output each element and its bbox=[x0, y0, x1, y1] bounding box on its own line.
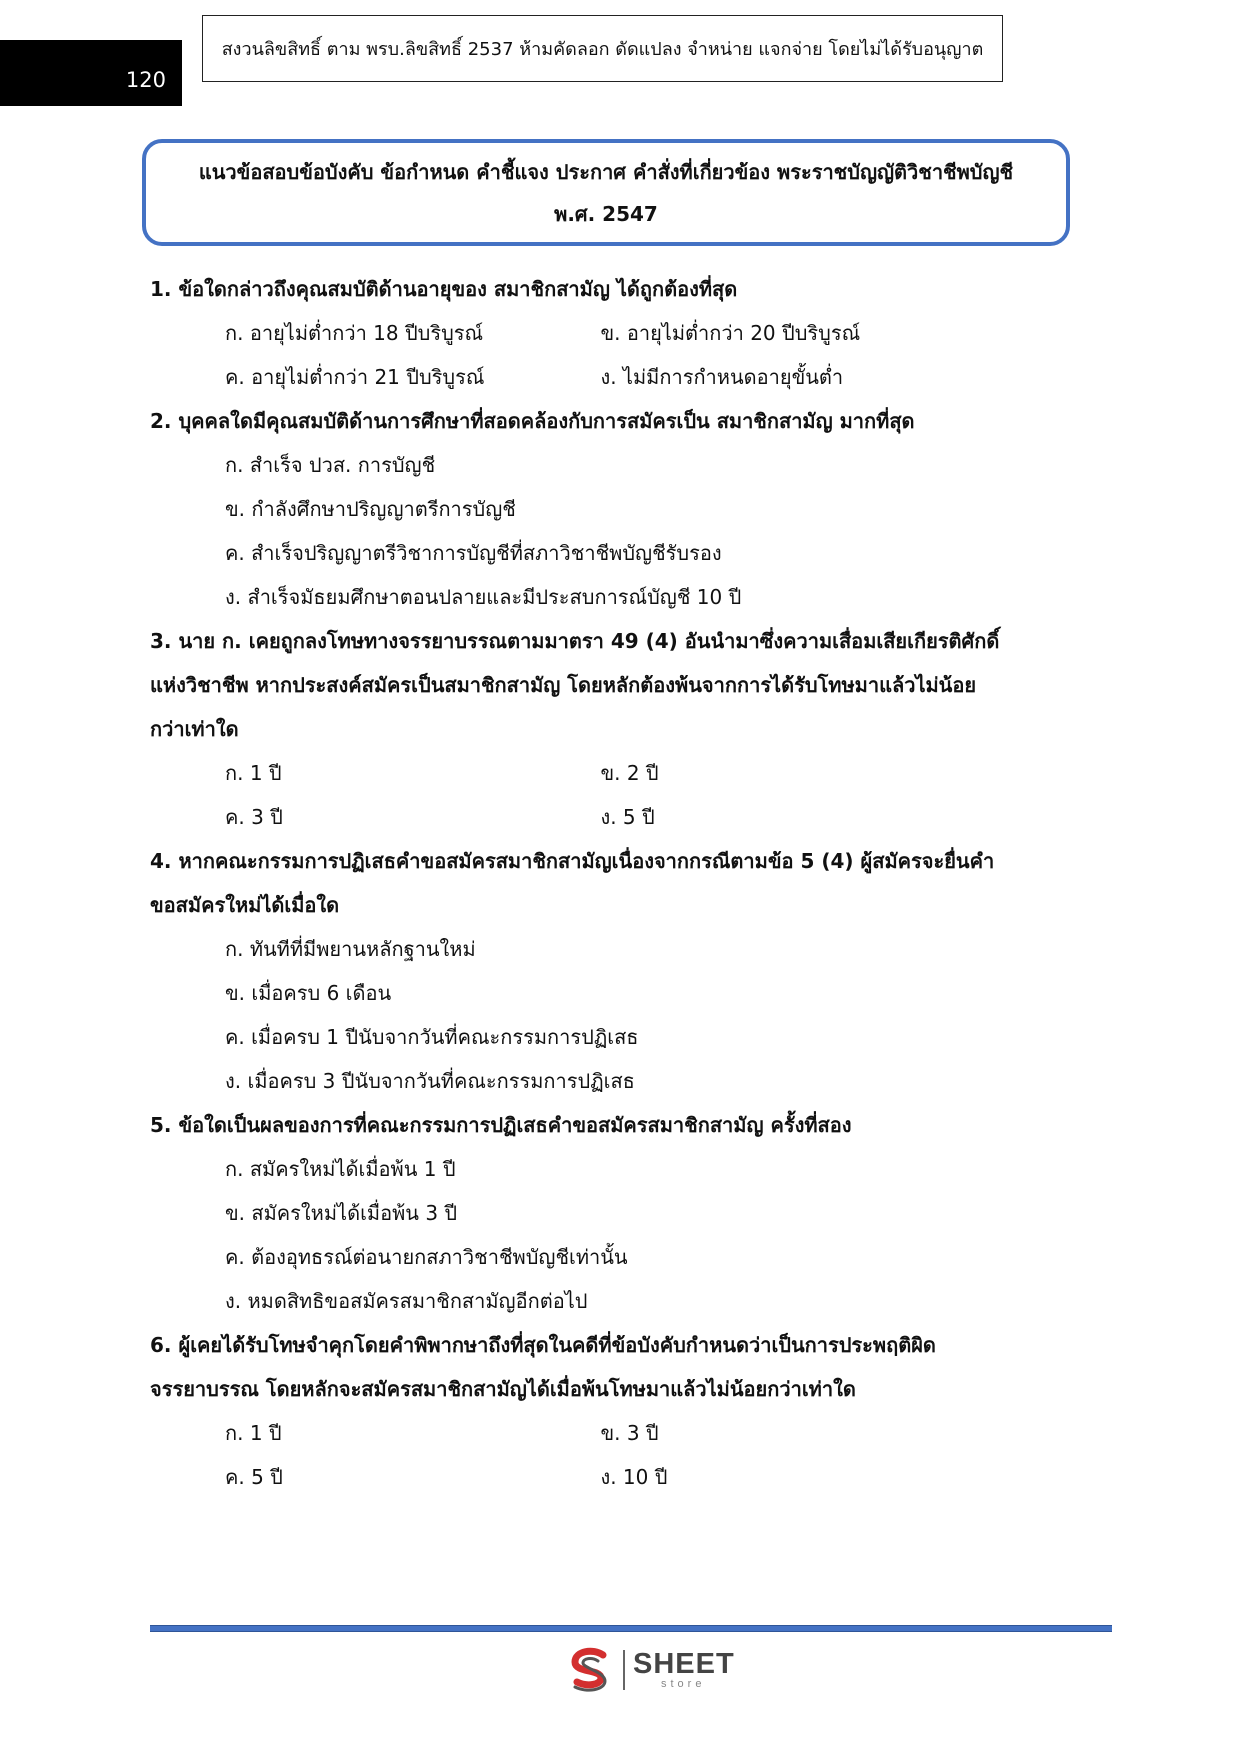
option-a: ก. 1 ปี bbox=[225, 761, 282, 785]
copyright-notice-box bbox=[202, 15, 1003, 82]
question-text: 2. บุคคลใดมีคุณสมบัติด้านการศึกษาที่สอดคล้องกับการสมัครเป็น สมาชิกสามัญ มากที่สุด bbox=[150, 409, 915, 433]
option-row bbox=[150, 795, 1050, 839]
option-b: ข. สมัครใหม่ได้เมื่อพ้น 3 ปี bbox=[225, 1201, 458, 1225]
option-d: ง. สำเร็จมัธยมศึกษาตอนปลายและมีประสบการณ์บัญชี 10 ปี bbox=[225, 585, 742, 609]
question-2 bbox=[150, 399, 1050, 619]
sheet-store-logo-icon bbox=[565, 1645, 615, 1695]
sheet-store-logo bbox=[565, 1645, 745, 1695]
option-row bbox=[150, 1411, 1050, 1455]
option-d: ง. เมื่อครบ 3 ปีนับจากวันที่คณะกรรมการปฏิเสธ bbox=[225, 1069, 635, 1093]
page-number-tab bbox=[0, 40, 182, 106]
option-d: ง. 10 ปี bbox=[600, 1465, 668, 1489]
question-text: 3. นาย ก. เคยถูกลงโทษทางจรรยาบรรณตามมาตรา 49 (4) อันนำมาซึ่งความเสื่อมเสียเกียรติศักดิ์ bbox=[150, 629, 1000, 653]
option-row bbox=[150, 751, 1050, 795]
option-d: ง. ไม่มีการกำหนดอายุขั้นต่ำ bbox=[600, 365, 844, 389]
page-number: 120 bbox=[125, 68, 166, 92]
option-row bbox=[150, 311, 1050, 355]
option-a: ก. 1 ปี bbox=[225, 1421, 282, 1445]
option-a: ก. สมัครใหม่ได้เมื่อพ้น 1 ปี bbox=[225, 1157, 456, 1181]
option-c: ค. อายุไม่ต่ำกว่า 21 ปีบริบูรณ์ bbox=[225, 365, 485, 389]
question-list bbox=[150, 267, 1050, 1499]
question-text: กว่าเท่าใด bbox=[150, 717, 239, 741]
section-title-line-1: แนวข้อสอบข้อบังคับ ข้อกำหนด คำชี้แจง ประกาศ คำสั่งที่เกี่ยวข้อง พระราชบัญญัติวิชาชีพบัญชี bbox=[198, 159, 1014, 184]
option-c: ค. 3 ปี bbox=[225, 805, 283, 829]
question-text: 5. ข้อใดเป็นผลของการที่คณะกรรมการปฏิเสธคำขอสมัครสมาชิกสามัญ ครั้งที่สอง bbox=[150, 1113, 852, 1137]
option-c: ค. 5 ปี bbox=[225, 1465, 283, 1489]
question-text: 6. ผู้เคยได้รับโทษจำคุกโดยคำพิพากษาถึงที่สุดในคดีที่ข้อบังคับกำหนดว่าเป็นการประพฤติผิด bbox=[150, 1333, 936, 1357]
question-6 bbox=[150, 1323, 1050, 1499]
option-b: ข. 3 ปี bbox=[600, 1421, 659, 1445]
question-text: ขอสมัครใหม่ได้เมื่อใด bbox=[150, 893, 340, 917]
logo-subtext: store bbox=[661, 1678, 706, 1690]
option-b: ข. กำลังศึกษาปริญญาตรีการบัญชี bbox=[225, 497, 516, 521]
question-5 bbox=[150, 1103, 1050, 1323]
option-a: ก. อายุไม่ต่ำกว่า 18 ปีบริบูรณ์ bbox=[225, 321, 484, 345]
option-c: ค. ต้องอุทธรณ์ต่อนายกสภาวิชาชีพบัญชีเท่านั้น bbox=[225, 1245, 628, 1269]
question-1 bbox=[150, 267, 1050, 399]
question-text: จรรยาบรรณ โดยหลักจะสมัครสมาชิกสามัญได้เมื่อพ้นโทษมาแล้วไม่น้อยกว่าเท่าใด bbox=[150, 1377, 856, 1401]
option-d: ง. 5 ปี bbox=[600, 805, 655, 829]
question-text: 4. หากคณะกรรมการปฏิเสธคำขอสมัครสมาชิกสามัญเนื่องจากกรณีตามข้อ 5 (4) ผู้สมัครจะยื่นคำ bbox=[150, 849, 995, 873]
question-text: แห่งวิชาชีพ หากประสงค์สมัครเป็นสมาชิกสามัญ โดยหลักต้องพ้นจากการได้รับโทษมาแล้วไม่น้อย bbox=[150, 673, 977, 697]
logo-text bbox=[633, 1650, 735, 1690]
logo-wordmark: SHEET bbox=[633, 1648, 735, 1680]
footer-divider bbox=[150, 1625, 1112, 1632]
option-b: ข. อายุไม่ต่ำกว่า 20 ปีบริบูรณ์ bbox=[600, 321, 861, 345]
option-row bbox=[150, 355, 1050, 399]
option-d: ง. หมดสิทธิขอสมัครสมาชิกสามัญอีกต่อไป bbox=[225, 1289, 588, 1313]
question-text: 1. ข้อใดกล่าวถึงคุณสมบัติด้านอายุของ สมาชิกสามัญ ได้ถูกต้องที่สุด bbox=[150, 277, 738, 301]
option-c: ค. สำเร็จปริญญาตรีวิชาการบัญชีที่สภาวิชาชีพบัญชีรับรอง bbox=[225, 541, 722, 565]
option-b: ข. 2 ปี bbox=[600, 761, 659, 785]
option-a: ก. สำเร็จ ปวส. การบัญชี bbox=[225, 453, 436, 477]
question-3 bbox=[150, 619, 1050, 839]
question-4 bbox=[150, 839, 1050, 1103]
option-row bbox=[150, 1455, 1050, 1499]
option-c: ค. เมื่อครบ 1 ปีนับจากวันที่คณะกรรมการปฏิเสธ bbox=[225, 1025, 639, 1049]
option-b: ข. เมื่อครบ 6 เดือน bbox=[225, 981, 392, 1005]
option-a: ก. ทันทีที่มีพยานหลักฐานใหม่ bbox=[225, 937, 476, 961]
section-title-box bbox=[142, 139, 1070, 246]
logo-separator bbox=[623, 1650, 625, 1690]
copyright-notice: สงวนลิขสิทธิ์ ตาม พรบ.ลิขสิทธิ์ 2537 ห้ามคัดลอก ดัดแปลง จำหน่าย แจกจ่าย โดยไม่ได้รับอนุญาต bbox=[221, 39, 984, 60]
section-title-line-2: พ.ศ. 2547 bbox=[554, 201, 658, 226]
